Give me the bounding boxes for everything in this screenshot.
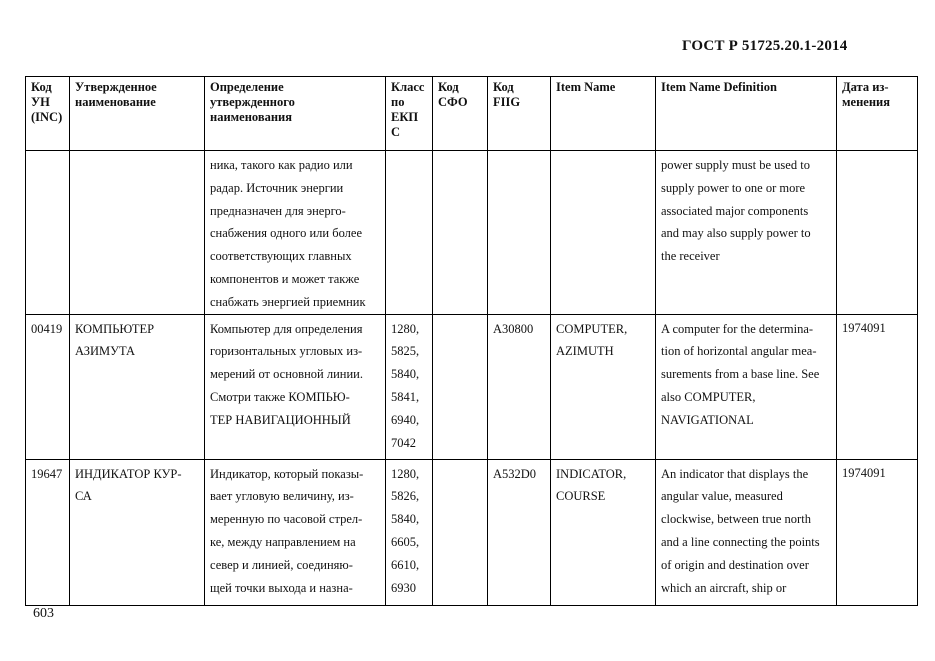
cell-code: 00419 xyxy=(26,314,70,459)
cell-code: 19647 xyxy=(26,459,70,605)
column-header-item-definition: Item Name Definition xyxy=(656,77,837,151)
table-row xyxy=(26,314,918,459)
cell-date: 1974091 xyxy=(837,459,918,605)
column-header-item-name: Item Name xyxy=(551,77,656,151)
cell-item-definition: power supply must be used to supply power to one or more associated major components and may also supply power to the receiver xyxy=(656,151,837,315)
page-number: 603 xyxy=(33,606,54,621)
column-header-class: Класс по ЕКП С xyxy=(386,77,433,151)
cell-definition: Индикатор, который показы- вает угловую величину, из- меренную по часовой стрел- ке, между направлением на север и линией, соединяю- щей точки выхода и назна- xyxy=(205,459,386,605)
cell-item-definition: A computer for the determina- tion of horizontal angular mea- surements from a base line. See also COMPUTER, NAVIGATIONAL xyxy=(656,314,837,459)
cell-sfo xyxy=(433,459,488,605)
cell-code xyxy=(26,151,70,315)
table-header-row xyxy=(26,77,918,151)
column-header-sfo: Код СФО xyxy=(433,77,488,151)
cell-fiig xyxy=(488,151,551,315)
cell-name xyxy=(70,151,205,315)
cell-fiig: A532D0 xyxy=(488,459,551,605)
column-header-name: Утвержденное наименование xyxy=(70,77,205,151)
column-header-fiig: Код FIIG xyxy=(488,77,551,151)
document-standard-code: ГОСТ Р 51725.20.1-2014 xyxy=(682,38,848,54)
column-header-date: Дата из- менения xyxy=(837,77,918,151)
cell-sfo xyxy=(433,314,488,459)
cell-item-name: COMPUTER, AZIMUTH xyxy=(551,314,656,459)
cell-name: ИНДИКАТОР КУР- СА xyxy=(70,459,205,605)
cell-sfo xyxy=(433,151,488,315)
column-header-definition: Определение утвержденного наименования xyxy=(205,77,386,151)
cell-fiig: A30800 xyxy=(488,314,551,459)
classification-table xyxy=(25,76,918,606)
cell-date: 1974091 xyxy=(837,314,918,459)
cell-item-name xyxy=(551,151,656,315)
cell-item-definition: An indicator that displays the angular value, measured clockwise, between true north and a line connecting the points of origin and destination over which an aircraft, ship or xyxy=(656,459,837,605)
cell-definition: Компьютер для определения горизонтальных угловых из- мерений от основной линии. Смотри также КОМПЬЮ- ТЕР НАВИГАЦИОННЫЙ xyxy=(205,314,386,459)
cell-class xyxy=(386,151,433,315)
cell-item-name: INDICATOR, COURSE xyxy=(551,459,656,605)
table-row xyxy=(26,151,918,315)
cell-definition: ника, такого как радио или радар. Источник энергии предназначен для энерго- снабжения одного или более соответствующих главных компонентов и может также снабжать энергией приемник xyxy=(205,151,386,315)
cell-class: 1280, 5826, 5840, 6605, 6610, 6930 xyxy=(386,459,433,605)
cell-date xyxy=(837,151,918,315)
column-header-code: Код УН (INC) xyxy=(26,77,70,151)
table-row xyxy=(26,459,918,605)
cell-name: КОМПЬЮТЕР АЗИМУТА xyxy=(70,314,205,459)
cell-class: 1280, 5825, 5840, 5841, 6940, 7042 xyxy=(386,314,433,459)
